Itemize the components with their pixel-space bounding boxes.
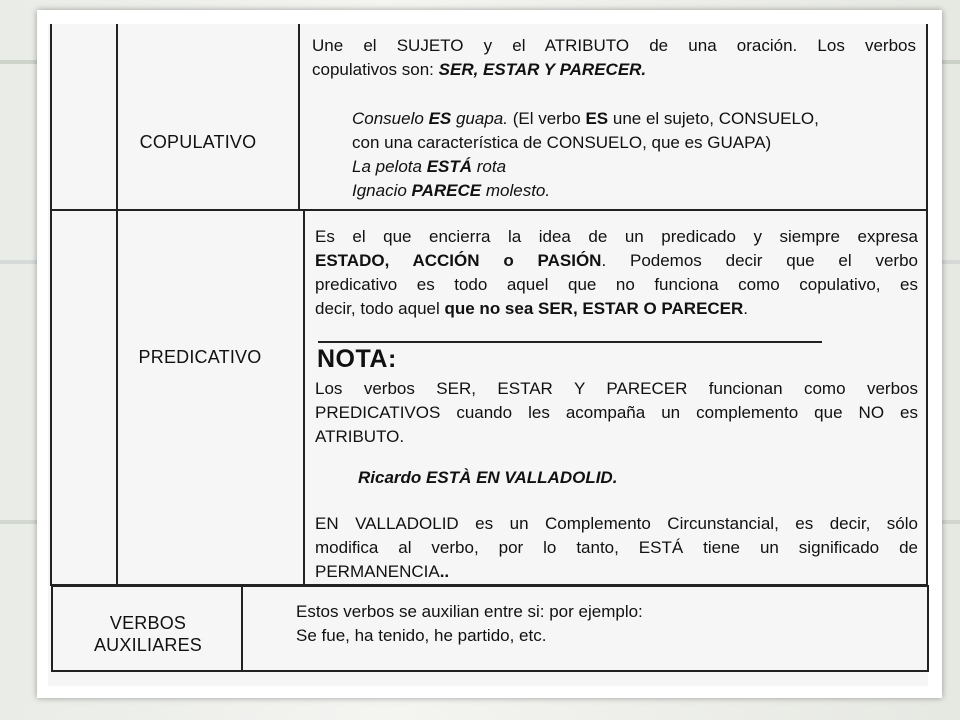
nota-line: ATRIBUTO.: [315, 427, 405, 446]
table-row-divider: [50, 209, 928, 211]
predicativo-desc-line: ESTADO, ACCIÓN o PASIÓN. Podemos decir que el verbo: [315, 251, 918, 270]
predicativo-desc-line: decir, todo aquel que no sea SER, ESTAR O PARECER.: [315, 299, 749, 318]
copulativo-example: con una característica de CONSUELO, que es GUAPA): [352, 133, 772, 152]
nota-explanation-line: EN VALLADOLID es un Complemento Circunstancial, es decir, sólo: [315, 514, 918, 533]
nota-explanation-line: PERMANENCIA..: [315, 562, 450, 581]
copulativo-example: Ignacio PARECE molesto.: [352, 181, 551, 200]
nota-explanation-line: modifica al verbo, por lo tanto, ESTÁ tiene un significado de: [315, 538, 918, 557]
predicativo-desc-line: Es el que encierra la idea de un predicado y siempre expresa: [315, 227, 918, 246]
table-col-divider: [303, 209, 305, 586]
nota-example: Ricardo ESTÀ EN VALLADOLID.: [358, 468, 618, 487]
auxiliares-label-line: AUXILIARES: [93, 635, 203, 655]
copulativo-label: COPULATIVO: [139, 132, 257, 152]
table-col-divider: [116, 24, 118, 586]
auxiliares-label: [60, 612, 236, 656]
auxiliares-desc-line: Se fue, ha tenido, he partido, etc.: [296, 626, 547, 645]
nota-line: PREDICATIVOS cuando les acompaña un complemento que NO es: [315, 403, 918, 422]
copulativo-example: Consuelo ES guapa. (El verbo ES une el sujeto, CONSUELO,: [352, 109, 819, 128]
copulativo-example: La pelota ESTÁ rota: [352, 157, 507, 176]
nota-line: Los verbos SER, ESTAR Y PARECER funcionan como verbos: [315, 379, 918, 398]
table-col-divider: [241, 585, 243, 672]
nota-title: NOTA:: [317, 345, 397, 373]
predicativo-desc-line: predicativo es todo aquel que no funciona como copulativo, es: [315, 275, 918, 294]
auxiliares-label-line: VERBOS: [109, 613, 187, 633]
auxiliares-desc-line: Estos verbos se auxilian entre si: por ejemplo:: [296, 602, 643, 621]
copulativo-desc-line: Une el SUJETO y el ATRIBUTO de una oración. Los verbos: [312, 36, 916, 55]
nota-separator: [318, 341, 822, 343]
table-col-divider: [298, 24, 300, 209]
copulativo-desc-line: copulativos son: SER, ESTAR Y PARECER.: [312, 60, 647, 79]
predicativo-label: PREDICATIVO: [138, 347, 262, 367]
